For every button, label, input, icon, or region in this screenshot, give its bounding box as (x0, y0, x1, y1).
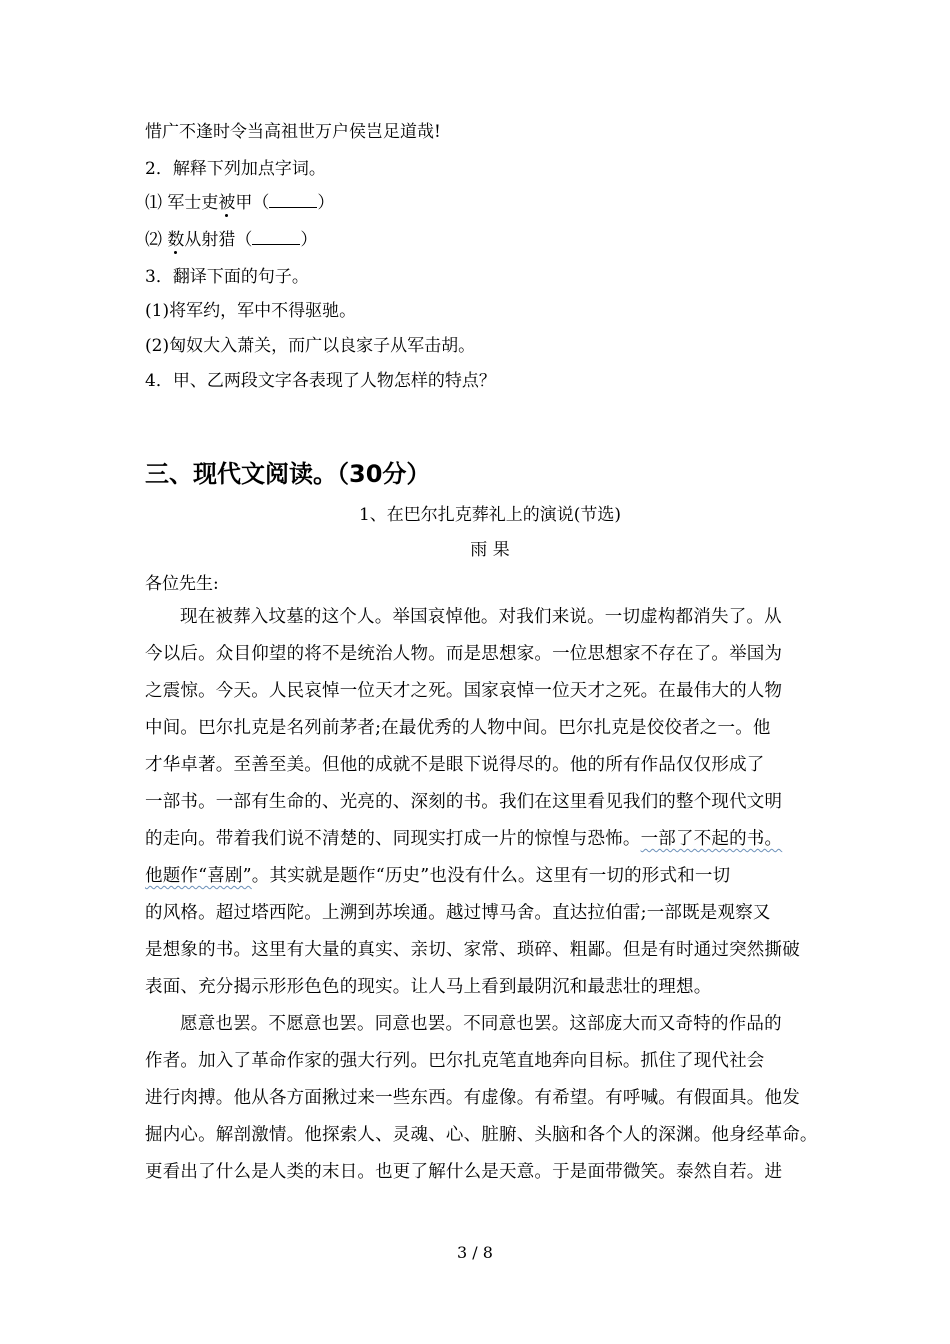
page-number: 3 / 8 (457, 1243, 493, 1262)
article-author: 雨 果 (470, 540, 510, 560)
text-line: 惜广不逢时令当高祖世万户侯岂足道哉! (145, 122, 441, 142)
question-2: 2．解释下列加点字词。 (145, 159, 326, 179)
question-3-item-1: (1)将军约，军中不得驱驰。 (145, 301, 357, 321)
article-title: 1、在巴尔扎克葬礼上的演说(节选) (358, 505, 622, 525)
wavy-underline-text: 他题作“喜剧” (145, 866, 252, 886)
question-2-item-1: ⑴ 军士吏被甲（ ） (145, 193, 335, 213)
question-3-item-2: (2)匈奴大入萧关，而广以良家子从军击胡。 (145, 336, 476, 356)
salutation: 各位先生: (145, 574, 219, 594)
answer-blank (269, 193, 317, 208)
dotted-char: 数 (167, 230, 185, 250)
question-4: 4．甲、乙两段文字各表现了人物怎样的特点？ (145, 371, 496, 391)
paragraph-2: 愿意也罢。不愿意也罢。同意也罢。不同意也罢。这部庞大而又奇特的作品的 作者。加入了革命作家的强大行列。巴尔扎克笔直地奔向目标。抓住了现代社会 进行肉搏。他从各方面揪过来一些东西。有虚像。有希望。有呼喊。有假面具。他发 掘内心。解剖激情。他探索人、灵魂、心、脏腑、头脑和各个人的深渊。他身经革命。 更看出了什么是人类的末日。也更了解什么是天意。于是面带微笑。泰然自若。进 (145, 1014, 818, 1182)
wavy-underline-text: 一部了不起的书。 (640, 829, 783, 849)
answer-blank (252, 230, 300, 245)
dotted-char: 被 (218, 193, 236, 213)
question-3: 3．翻译下面的句子。 (145, 267, 309, 287)
section-title: 三、现代文阅读。（30分） (145, 460, 431, 488)
paragraph-1: 现在被葬入坟墓的这个人。举国哀悼他。对我们来说。一切虚构都消失了。从 今以后。众目仰望的将不是统治人物。而是思想家。一位思想家不存在了。举国为 之震惊。今天。人民哀悼一位天才之死。国家哀悼一位天才之死。在最伟大的人物 中间。巴尔扎克是名列前茅者;在最优秀的人物中间。巴尔扎克是佼佼者之一。他 才华卓著。至善至美。但他的成就不是眼下说得尽的。他的所有作品仅仅形成了 一部书。一部有生命的、光亮的、深刻的书。我们在这里看见我们的整个现代文明 的走向。带着我们说不清楚的、同现实打成一片的惊惶与恐怖。一部了不起的书。 他题作“喜剧”。其实就是题作“历史”也没有什么。这里有一切的形式和一切 的风格。超过塔西陀。上溯到苏埃通。越过博马舍。直达拉伯雷;一部既是观察又 是想象的书。这里有大量的真实、亲切、家常、琐碎、粗鄙。但是有时通过突然撕破 表面、充分揭示形形色色的现实。让人马上看到最阴沉和最悲壮的理想。 (145, 607, 800, 997)
question-2-item-2: ⑵ 数从射猎（ ） (145, 230, 318, 250)
